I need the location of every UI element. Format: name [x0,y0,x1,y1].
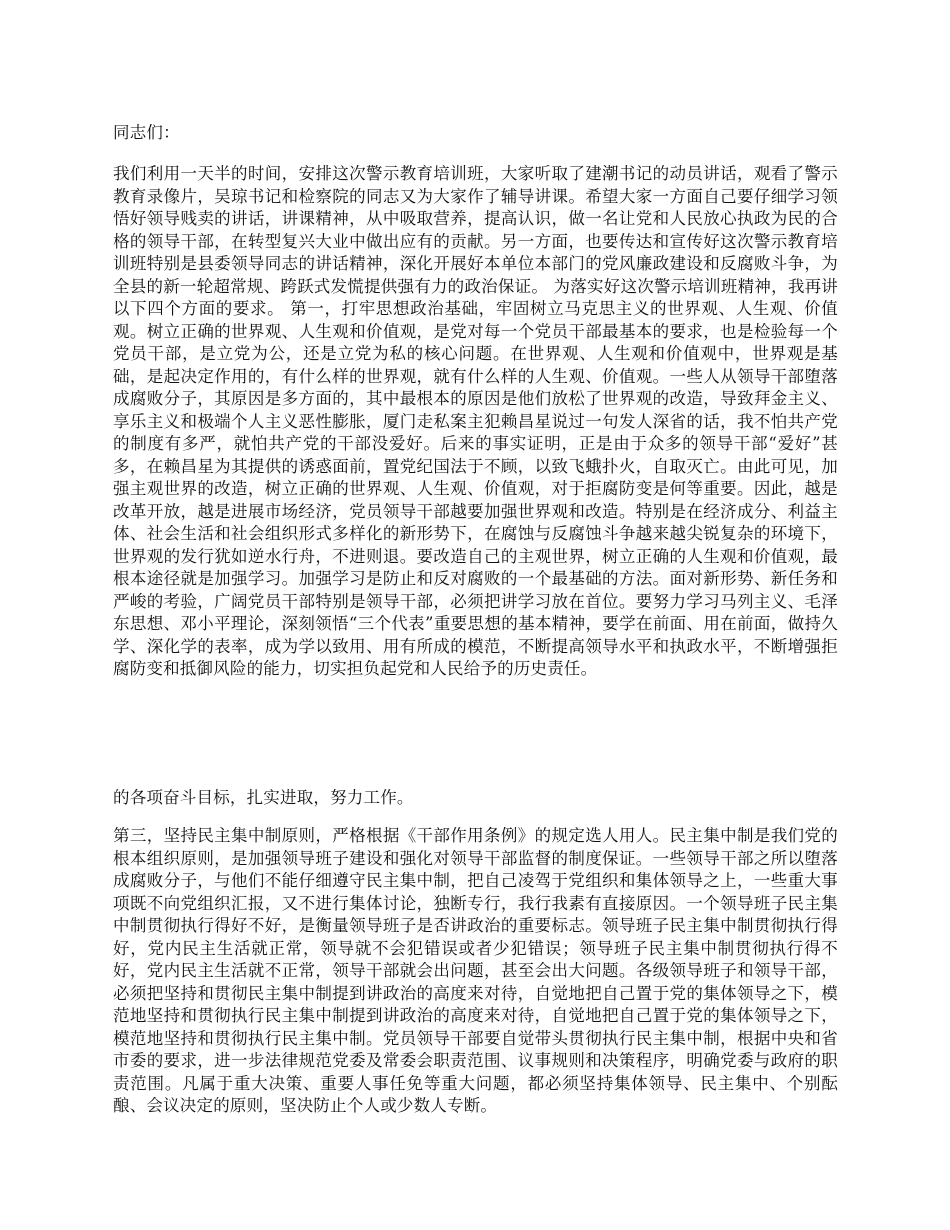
greeting: 同志们： [113,123,180,142]
paragraph-3: 第三，坚持民主集中制原则，严格根据《干部作用条例》的规定选人用人。民主集中制是我们党的根本组织原则，是加强领导班子建设和强化对领导干部监督的制度保证。一些领导干部之所以堕落成腐败分子，与他们不能仔细遵守民主集中制，把自己凌驾于党组织和集体领导之上，一些重大事项既不向党组织汇报，又不进行集体讨论，独断专行，我行我素有直接原因。一个领导班子民主集中制贯彻执行得好不好，是衡量领导班子是否讲政治的重要标志。领导班子民主集中制贯彻执行得好，党内民主生活就正常，领导就不会犯错误或者少犯错误；领导班子民主集中制贯彻执行得不好，党内民主生活就不正常，领导干部就会出问题，甚至会出大问题。各级领导班子和领导干部，必须把坚持和贯彻民主集中制提到讲政治的高度来对待，自觉地把自己置于党的集体领导之下，模范地坚持和贯彻执行民主集中制提到讲政治的高度来对待，自觉地把自己置于党的集体领导之下，模范地坚持和贯彻执行民主集中制。党员领导干部要自觉带头贯彻执行民主集中制，根据中央和省市委的要求，进一步法律规范党委及常委会职责范围、议事规则和决策程序，明确党委与政府的职责范围。凡属于重大决策、重要人事任免等重大问题，都必须坚持集体领导、民主集中、个别酝酿、会议决定的原则，坚决防止个人或少数人专断。 [113,826,838,1115]
paragraph-2: 的各项奋斗目标，扎实进取，努力工作。 [113,788,414,807]
paragraph-1: 我们利用一天半的时间，安排这次警示教育培训班，大家听取了建潮书记的动员讲话，观看了警示教育录像片，吴琼书记和检察院的同志又为大家作了辅导讲课。希望大家一方面自己要仔细学习领悟好领导贱卖的讲话，讲课精神，从中吸取营养，提高认识，做一名让党和人民放心执政为民的合格的领导干部，在转型复兴大业中做出应有的贡献。另一方面，也要传达和宣传好这次警示教育培训班特别是县委领导同志的讲话精神，深化开展好本单位本部门的党风廉政建设和反腐败斗争，为全县的新一轮超常规、跨跃式发慌提供强有力的政治保证。 为落实好这次警示培训班精神，我再讲以下四个方面的要求。 第一，打牢思想政治基础，牢固树立马克思主义的世界观、人生观、价值观。树立正确的世界观、人生观和价值观，是党对每一个党员干部最基本的要求，也是检验每一个党员干部，是立党为公，还是立党为私的核心问题。在世界观、人生观和价值观中，世界观是基础，是起决定作用的，有什么样的世界观，就有什么样的人生观、价值观。一些人从领导干部堕落成腐败分子，其原因是多方面的，其中最根本的原因是他们放松了世界观的改造，导致拜金主义、享乐主义和极端个人主义恶性膨胀，厦门走私案主犯赖昌星说过一句发人深省的话，我不怕共产党的制度有多严，就怕共产党的干部没爱好。后来的事实证明，正是由于众多的领导干部“爱好”甚多，在赖昌星为其提供的诱惑面前，置党纪国法于不顾，以致飞蛾扑火，自取灭亡。由此可见，加强主观世界的改造，树立正确的世界观、人生观、价值观，对于拒腐防变是何等重要。因此，越是改革开放，越是进展市场经济，党员领导干部越要加强世界观和改造。特别是在经济成分、利益主体、社会生活和社会组织形式多样化的新形势下，在腐蚀与反腐蚀斗争越来越尖锐复杂的环境下，世界观的发行犹如逆水行舟，不进则退。要改造自己的主观世界，树立正确的人生观和价值观，最根本途径就是加强学习。加强学习是防止和反对腐败的一个最基础的方法。面对新形势、新任务和严峻的考验，广阔党员干部特别是领导干部，必须把讲学习放在首位。要努力学习马列主义、毛泽东思想、邓小平理论，深刻领悟“三个代表”重要思想的基本精神，要学在前面、用在前面，做持久学、深化学的表率，成为学以致用、用有所成的模范，不断提高领导水平和执政水平，不断增强拒腐防变和抵御风险的能力，切实担负起党和人民给予的历史责任。 [113,164,838,678]
